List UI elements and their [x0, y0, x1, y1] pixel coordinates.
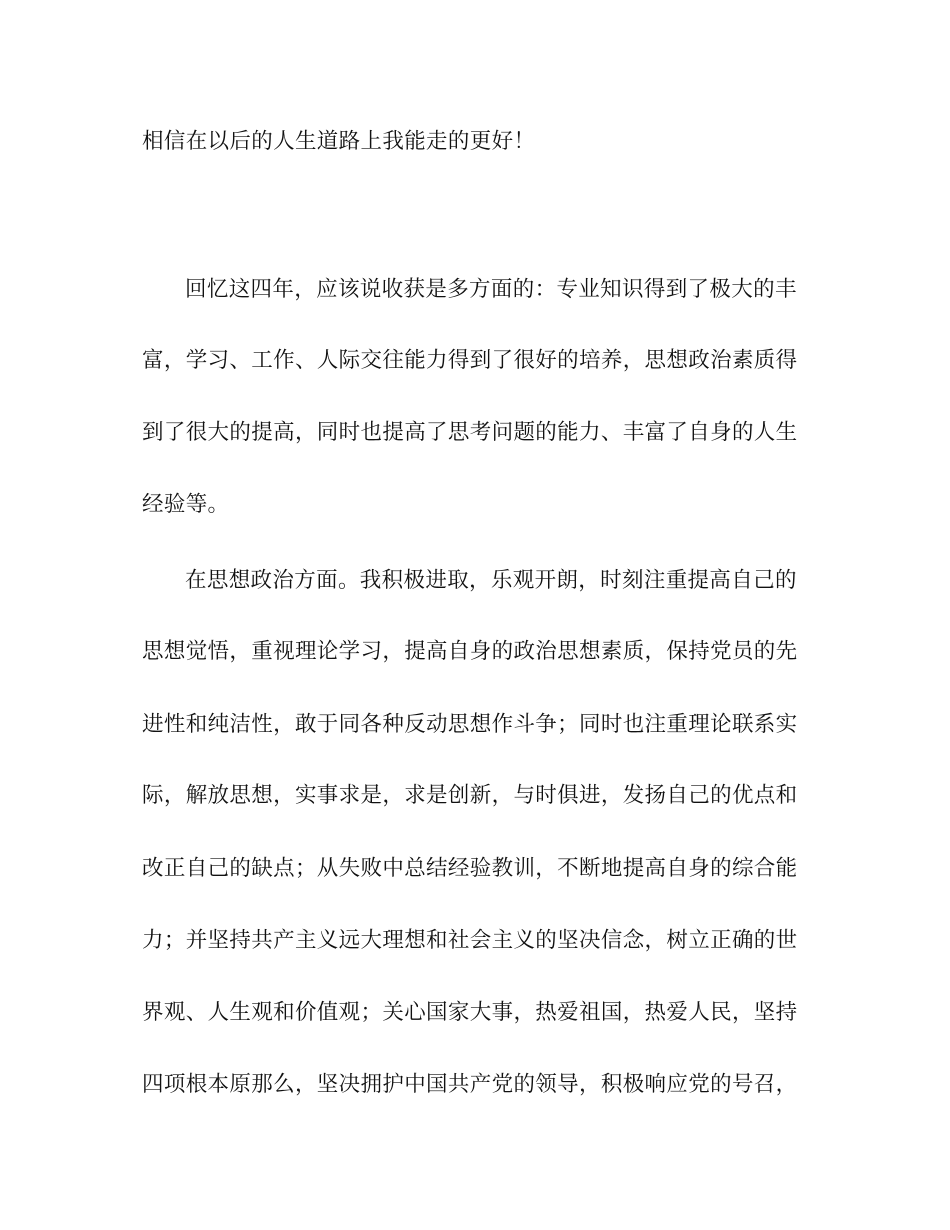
text-line: 到了很大的提高，同时也提高了思考问题的能力、丰富了自身的人生	[142, 420, 798, 445]
text-line: 富，学习、工作、人际交往能力得到了很好的培养，思想政治素质得	[142, 348, 798, 373]
text-line: 改正自己的缺点；从失败中总结经验教训，不断地提高自身的综合能	[142, 856, 798, 881]
text-line: 经验等。	[142, 492, 230, 517]
text-line: 进性和纯洁性，敢于同各种反动思想作斗争；同时也注重理论联系实	[142, 712, 798, 737]
text-line: 四项根本原那么，坚决拥护中国共产党的领导，积极响应党的号召，	[142, 1072, 798, 1097]
text-line: 际，解放思想，实事求是，求是创新，与时俱进，发扬自己的优点和	[142, 783, 798, 808]
text-line: 界观、人生观和价值观；关心国家大事，热爱祖国，热爱人民，坚持	[142, 1000, 798, 1025]
text-line: 在思想政治方面。我积极进取，乐观开朗，时刻注重提高自己的	[185, 568, 797, 593]
text-line: 相信在以后的人生道路上我能走的更好！	[142, 129, 536, 154]
text-line: 回忆这四年，应该说收获是多方面的：专业知识得到了极大的丰	[185, 277, 797, 302]
text-line: 力；并坚持共产主义远大理想和社会主义的坚决信念，树立正确的世	[142, 928, 798, 953]
text-line: 思想觉悟，重视理论学习，提高自身的政治思想素质，保持党员的先	[142, 639, 798, 664]
